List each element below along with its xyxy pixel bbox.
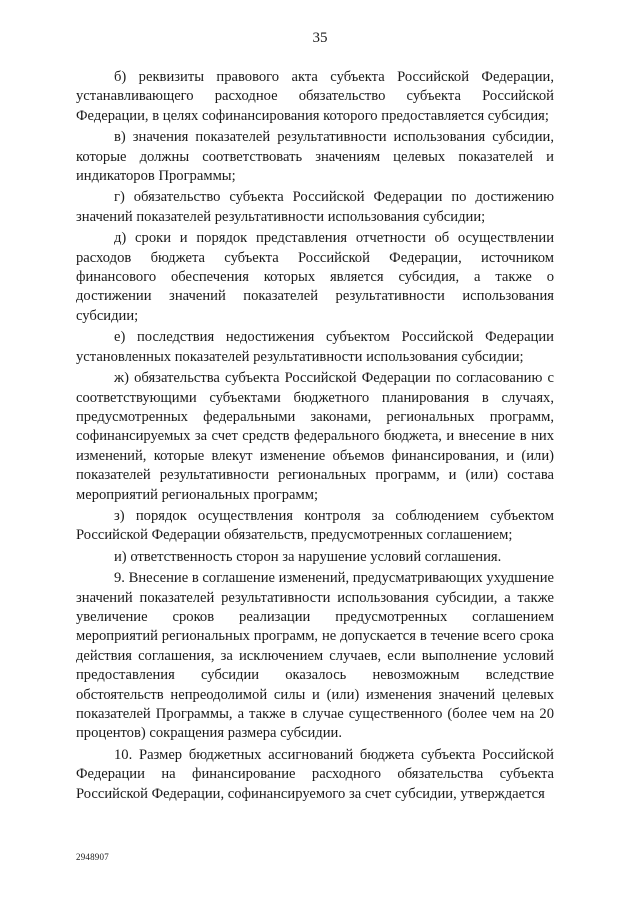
paragraph-i: и) ответственность сторон за нарушение условий соглашения. — [114, 548, 502, 565]
paragraph-v: в) значения показателей результативности использования субсидии, которые должны соответствовать значениям целевых показателей и индикаторов Программы; — [76, 129, 554, 185]
paragraph-zh: ж) обязательства субъекта Российской Федерации по согласованию с соответствующими субъектами бюджетного планирования в случаях, предусмотренных федеральными законами, региональных программ, софинансируемых за счет средств федерального бюджета, и внесение в них изменений, которые влекут изменение объемов финансирования, и (или) показателей результативности региональных программ, и (или) состава мероприятий региональных программ; — [76, 370, 554, 503]
document-body — [76, 68, 554, 806]
paragraph-g: г) обязательство субъекта Российской Федерации по достижению значений показателей результативности использования субсидии; — [76, 189, 554, 225]
page-number: 35 — [312, 30, 328, 46]
document-id: 2948907 — [76, 852, 109, 862]
paragraph-d: д) сроки и порядок представления отчетности об осуществлении расходов бюджета субъекта Российской Федерации, источником финансового обеспечения которых является субсидия, а также о достижении значений показателей результативности использования субсидии; — [76, 230, 554, 324]
paragraph-9: 9. Внесение в соглашение изменений, предусматривающих ухудшение значений показателей результативности использования субсидии, а также увеличение сроков реализации предусмотренных соглашением мероприятий региональных программ, не допускается в течение всего срока действия соглашения, за исключением случаев, если выполнение условий предоставления субсидии оказалось невозможным вследствие обстоятельств непреодолимой силы и (или) изменения значений целевых показателей Программы, а также в случае существенного (более чем на 20 процентов) сокращения размера субсидии. — [76, 570, 554, 742]
paragraph-b: б) реквизиты правового акта субъекта Российской Федерации, устанавливающего расходное обязательство субъекта Российской Федерации, в целях софинансирования которого предоставляется субсидия; — [76, 69, 554, 124]
paragraph-10: 10. Размер бюджетных ассигнований бюджета субъекта Российской Федерации на финансирование расходного обязательства субъекта Российской Федерации, софинансируемого за счет субсидии, утверждается — [76, 746, 554, 802]
paragraph-e: е) последствия недостижения субъектом Российской Федерации установленных показателей результативности использования субсидии; — [76, 329, 554, 365]
paragraph-z: з) порядок осуществления контроля за соблюдением субъектом Российской Федерации обязательств, предусмотренных соглашением; — [76, 507, 554, 544]
